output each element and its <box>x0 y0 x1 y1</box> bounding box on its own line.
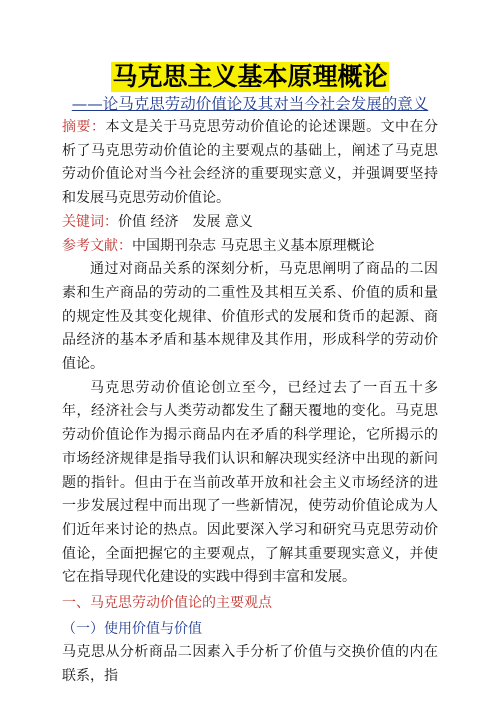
body-paragraph-1: 通过对商品关系的深刻分析，马克思阐明了商品的二因素和生产商品的劳动的二重性及其相互关系、价值的质和量的规定性及其变化规律、价值形式的发展和货币的起源、商品经济的基本矛盾和基本规律及其作用，形成科学的劳动价值论。 <box>62 261 438 373</box>
body-paragraph-2: 马克思劳动价值论创立至今，已经过去了一百五十多年，经济社会与人类劳动都发生了翻天覆地的变化。马克思劳动价值论作为揭示商品内在矛盾的科学理论，它所揭示的市场经济规律是指导我们认识和解决现实经济中出现的新问题的指针。但由于在当前改革开放和社会主义市场经济的进一步发展过程中而出现了一些新情况，使劳动价值论成为人们近年来讨论的热点。因此要深入学习和研究马克思劳动价值论，全面把握它的主要观点，了解其重要现实意义，并使它在指导现代化建设的实践中得到丰富和发展。 <box>62 379 438 586</box>
page-subtitle: ——论马克思劳动价值论及其对当今社会发展的意义 <box>71 95 429 113</box>
abstract <box>62 116 438 211</box>
section-heading: 一、马克思劳动价值论的主要观点 <box>62 595 272 612</box>
abstract-colon: ： <box>90 119 106 135</box>
abstract-label: 摘要 <box>62 119 91 135</box>
title-block <box>0 62 500 92</box>
document-body <box>62 116 438 689</box>
keywords-text: 价值 经济 发展 意义 <box>118 213 253 230</box>
references-text: 中国期刊杂志 马克思主义基本原理概论 <box>132 237 375 254</box>
keywords-label: 关键词 <box>62 213 104 230</box>
references-label: 参考文献 <box>62 237 118 254</box>
page-title: 马克思主义基本原理概论 <box>112 62 388 91</box>
body-paragraph-3: 马克思从分析商品二因素入手分析了价值与交换价值的内在联系，指 <box>62 644 438 685</box>
abstract-text: 本文是关于马克思劳动价值论的论述课题。文中在分析了马克思劳动价值论的主要观点的基础上，阐述了马克思劳动价值论对当今社会经济的重要现实意义，并强调要坚持和发展马克思劳动价值论。 <box>62 119 439 207</box>
subsection-heading: （一）使用价值与价值 <box>62 620 202 637</box>
keywords <box>62 211 438 235</box>
references-colon: ： <box>118 237 132 254</box>
keywords-colon: ： <box>104 213 118 230</box>
references <box>62 235 438 259</box>
